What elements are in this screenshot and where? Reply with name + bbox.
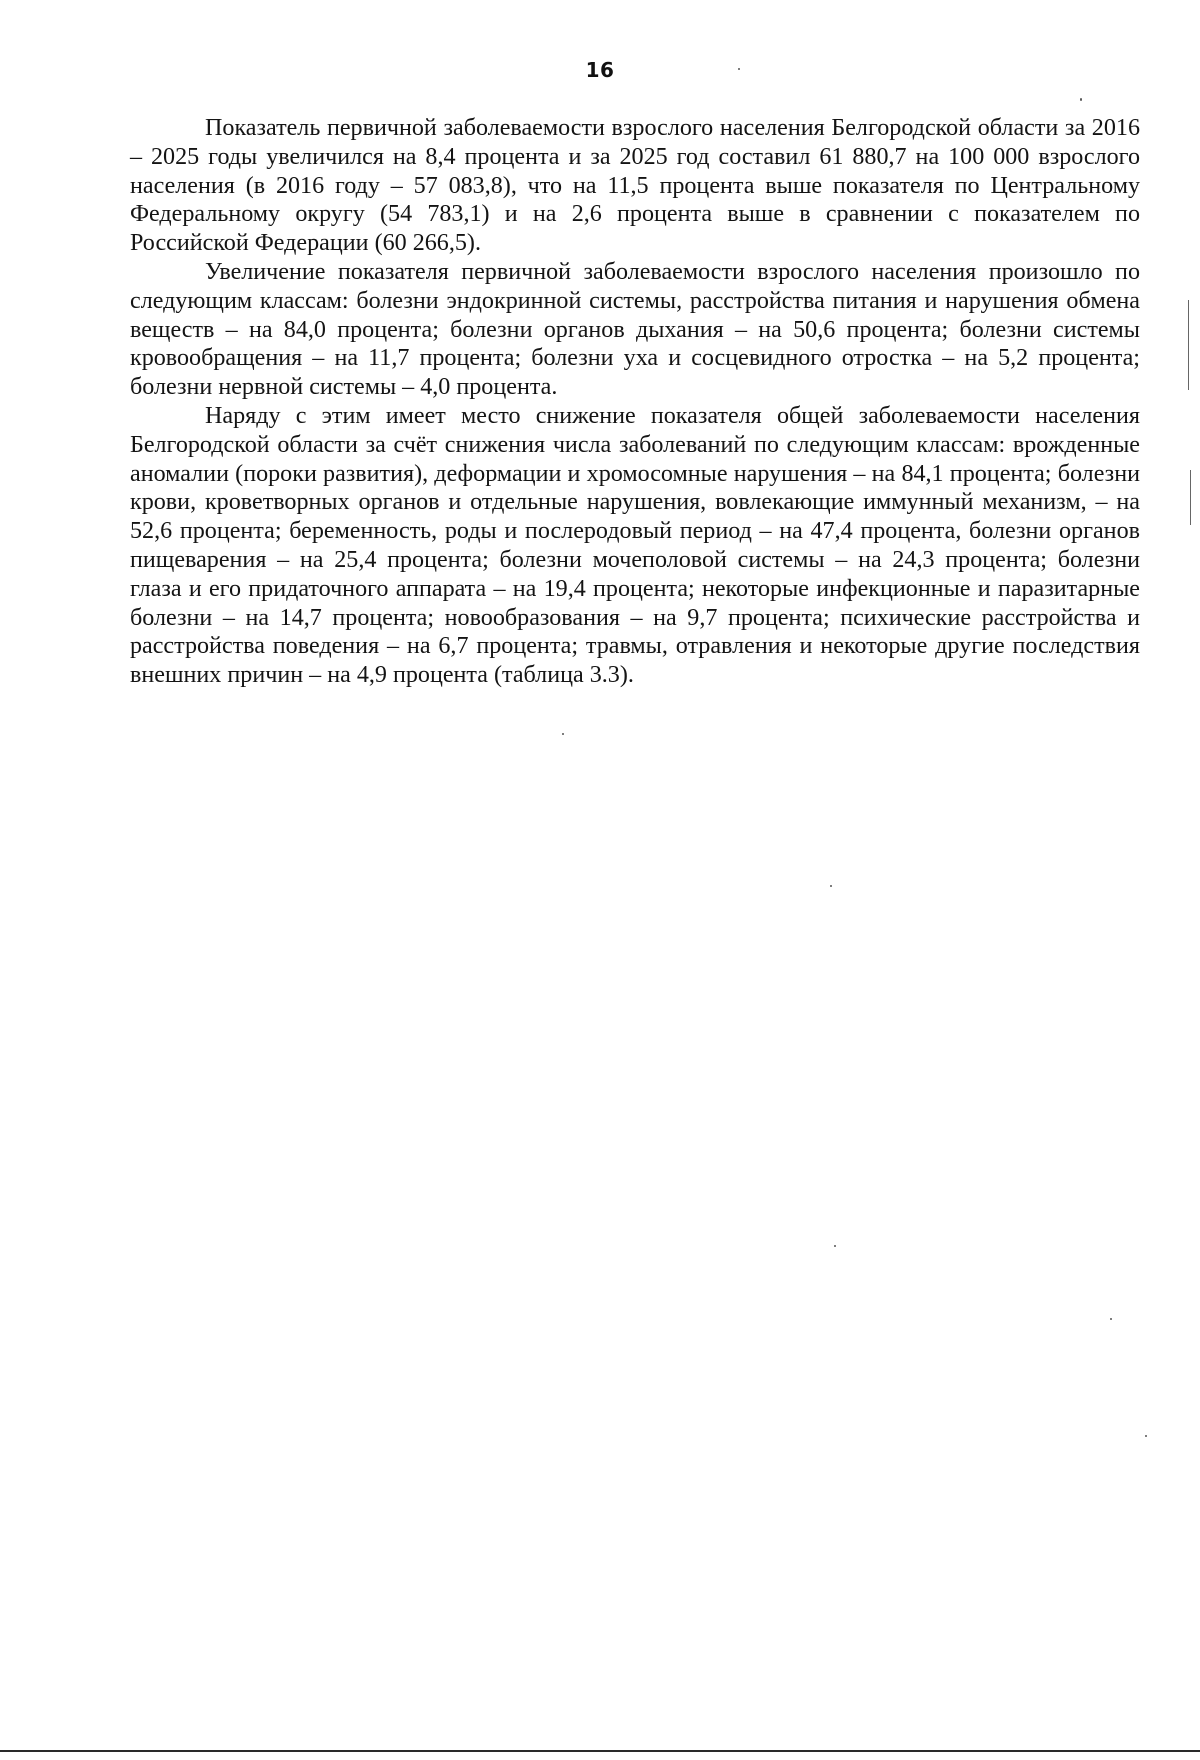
scan-speck bbox=[1080, 98, 1082, 101]
paragraph-primary-incidence: Показатель первичной заболеваемости взрослого населения Белгородской области за 2016 – 2025 годы увеличился на 8,4 процента и за 2025 год составил 61 880,7 на 100 000 взрослого населения (в 2016 году – 57 083,8), что на 11,5 процента выше показателя по Центральному Федеральному округу (54 783,1) и на 2,6 процента выше в сравнении с показателем по Российской Федерации (60 266,5). bbox=[130, 115, 1140, 257]
scan-speck bbox=[834, 1245, 836, 1247]
scan-mark bbox=[1190, 470, 1191, 525]
body-text bbox=[130, 114, 1140, 690]
scan-speck bbox=[1110, 1318, 1112, 1320]
scan-speck bbox=[738, 68, 740, 70]
page-number: 16 bbox=[585, 58, 615, 82]
paragraph-incidence-increase: Увеличение показателя первичной заболеваемости взрослого населения произошло по следующим классам: болезни эндокринной системы, расстройства питания и нарушения обмена веществ – на 84,0 процента; болезни органов дыхания – на 50,6 процента; болезни системы кровообращения – на 11,7 процента; болезни уха и сосцевидного отростка – на 5,2 процента; болезни нервной системы – 4,0 процента. bbox=[130, 258, 1140, 401]
scan-speck bbox=[562, 733, 564, 735]
scan-bottom-edge bbox=[0, 1750, 1200, 1752]
paragraph-incidence-decrease: Наряду с этим имеет место снижение показателя общей заболеваемости населения Белгородской области за счёт снижения числа заболеваний по следующим классам: врожденные аномалии (пороки развития), деформации и хромосомные нарушения – на 84,1 процента; болезни крови, кроветворных органов и отдельные нарушения, вовлекающие иммунный механизм, – на 52,6 процента; беременность, роды и послеродовый период – на 47,4 процента, болезни органов пищеварения – на 25,4 процента; болезни мочеполовой системы – на 24,3 процента; болезни глаза и его придаточного аппарата – на 19,4 процента; некоторые инфекционные и паразитарные болезни – на 14,7 процента; новообразования – на 9,7 процента; психические расстройства и расстройства поведения – на 6,7 процента; травмы, отравления и некоторые другие последствия внешних причин – на 4,9 процента (таблица 3.3). bbox=[130, 402, 1140, 689]
scan-speck bbox=[1145, 1435, 1147, 1437]
scan-speck bbox=[830, 885, 832, 887]
scan-mark bbox=[1188, 300, 1189, 390]
